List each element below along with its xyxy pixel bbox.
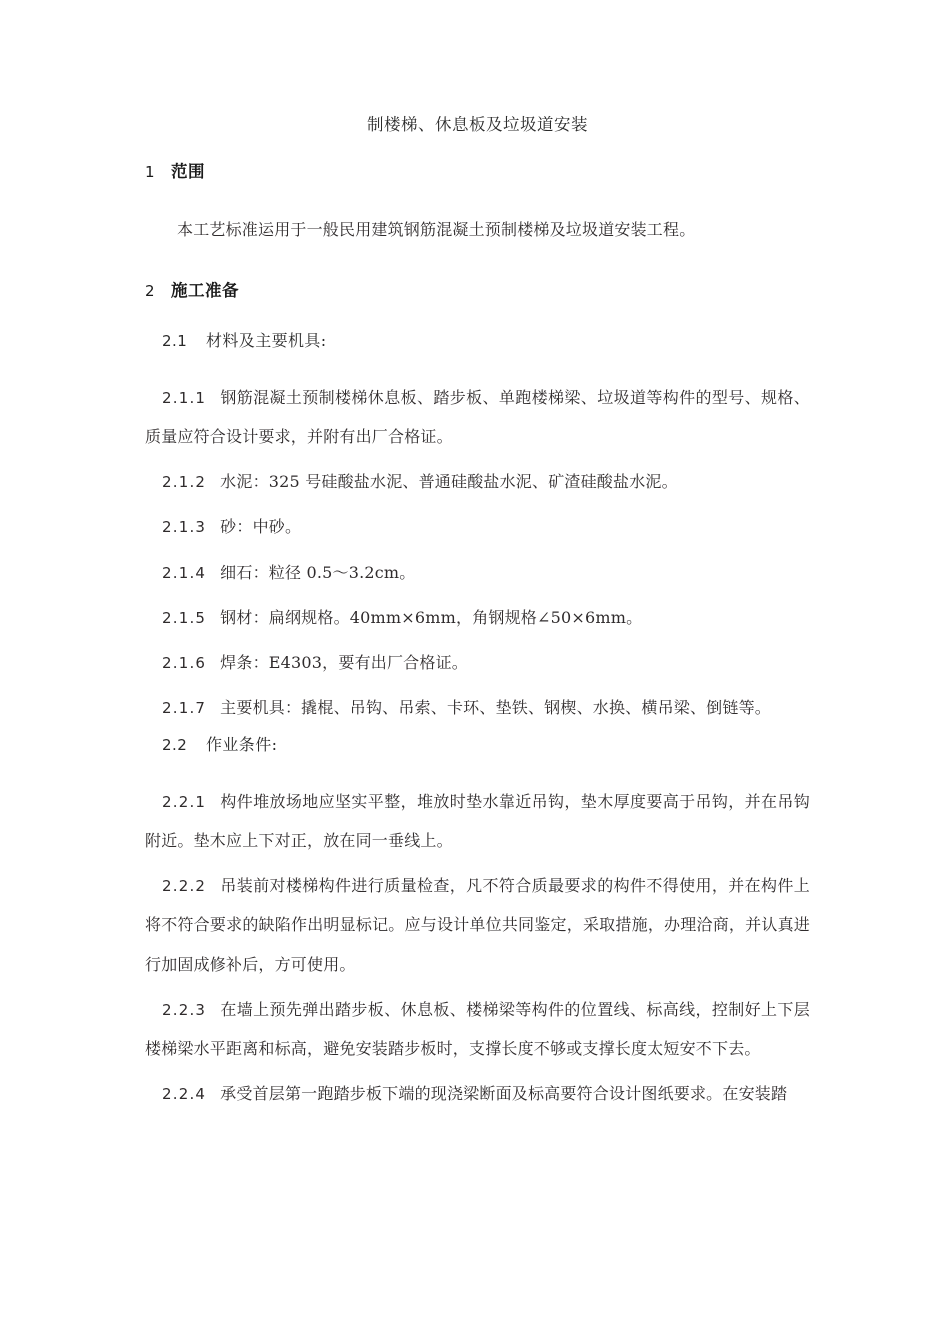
clause-number: 2.1.5 bbox=[162, 608, 207, 627]
clause-number: 2.1.1 bbox=[162, 389, 207, 408]
subsection-number-2-1: 2.1 bbox=[162, 331, 188, 350]
clause-number: 2.1.2 bbox=[162, 473, 207, 492]
section-number-1: 1 bbox=[145, 162, 155, 181]
clause-text: 构件堆放场地应坚实平整，堆放时垫水靠近吊钩，垫木厚度要高于吊钩，并在吊钩附近。垫木应上下对正，放在同一垂线上。 bbox=[145, 792, 810, 851]
document-title: 制楼梯、休息板及垃圾道安装 bbox=[367, 115, 588, 134]
section-title-1: 范围 bbox=[171, 161, 205, 181]
section-heading-1 bbox=[145, 160, 810, 184]
subsection-heading-2-1 bbox=[145, 329, 810, 353]
clause-2-1-3 bbox=[145, 507, 810, 546]
clause-number: 2.2.3 bbox=[162, 1000, 207, 1019]
clause-text: 钢材：扁纲规格。40mm×6mm，角钢规格∠50×6mm。 bbox=[220, 607, 643, 627]
clause-2-1-7 bbox=[145, 688, 810, 727]
clause-2-2-1 bbox=[145, 782, 810, 860]
subsection-heading-2-2 bbox=[145, 733, 810, 757]
clause-text: 焊条：E4303，要有出厂合格证。 bbox=[220, 652, 468, 672]
clause-number: 2.2.4 bbox=[162, 1084, 207, 1103]
section-heading-2 bbox=[145, 279, 810, 303]
subsection-number-2-2: 2.2 bbox=[162, 735, 188, 754]
clause-text: 主要机具：撬棍、吊钩、吊索、卡环、垫铁、钢楔、水换、横吊梁、倒链等。 bbox=[220, 697, 771, 717]
document-content bbox=[145, 113, 810, 1119]
clause-number: 2.2.1 bbox=[162, 793, 207, 812]
clause-number: 2.1.3 bbox=[162, 518, 207, 537]
clause-number: 2.1.7 bbox=[162, 698, 207, 717]
clause-text: 砂：中砂。 bbox=[220, 517, 302, 537]
clause-text: 在墙上预先弹出踏步板、休息板、楼梯梁等构件的位置线、标高线，控制好上下层楼梯梁水平距离和标高，避免安装踏步板时，支撑长度不够或支撑长度太短安不下去。 bbox=[145, 999, 810, 1058]
clause-text: 钢筋混凝土预制楼梯休息板、踏步板、单跑楼梯梁、垃圾道等构件的型号、规格、质量应符合设计要求，并附有出厂合格证。 bbox=[145, 388, 810, 447]
clause-2-1-6 bbox=[145, 643, 810, 682]
subsection-title-2-2: 作业条件: bbox=[206, 734, 278, 754]
section-title-2: 施工准备 bbox=[171, 280, 239, 300]
clause-2-2-4 bbox=[145, 1074, 810, 1113]
clause-2-1-4 bbox=[145, 553, 810, 592]
clause-text: 细石：粒径 0.5～3.2cm。 bbox=[220, 562, 416, 582]
subsection-title-2-1: 材料及主要机具: bbox=[206, 330, 327, 350]
clause-text: 承受首层第一跑踏步板下端的现浇梁断面及标高要符合设计图纸要求。在安装踏 bbox=[220, 1083, 788, 1103]
clause-number: 2.2.2 bbox=[162, 877, 207, 896]
clause-2-1-1 bbox=[145, 378, 810, 456]
clause-2-2-2 bbox=[145, 866, 810, 983]
clause-number: 2.1.4 bbox=[162, 563, 207, 582]
clause-2-1-5 bbox=[145, 598, 810, 637]
clause-text: 水泥：325 号硅酸盐水泥、普通硅酸盐水泥、矿渣硅酸盐水泥。 bbox=[220, 472, 678, 492]
section-number-2: 2 bbox=[145, 281, 155, 300]
section-1-paragraph: 本工艺标准运用于一般民用建筑钢筋混凝土预制楼梯及垃圾道安装工程。 bbox=[177, 219, 696, 239]
clause-text: 吊装前对楼梯构件进行质量检查，凡不符合质最要求的构件不得使用，并在构件上将不符合要求的缺陷作出明显标记。应与设计单位共同鉴定，采取措施，办理洽商，并认真进行加固成修补后，方可使用。 bbox=[145, 876, 810, 974]
clause-2-2-3 bbox=[145, 990, 810, 1068]
clause-number: 2.1.6 bbox=[162, 653, 207, 672]
clause-2-1-2 bbox=[145, 462, 810, 501]
